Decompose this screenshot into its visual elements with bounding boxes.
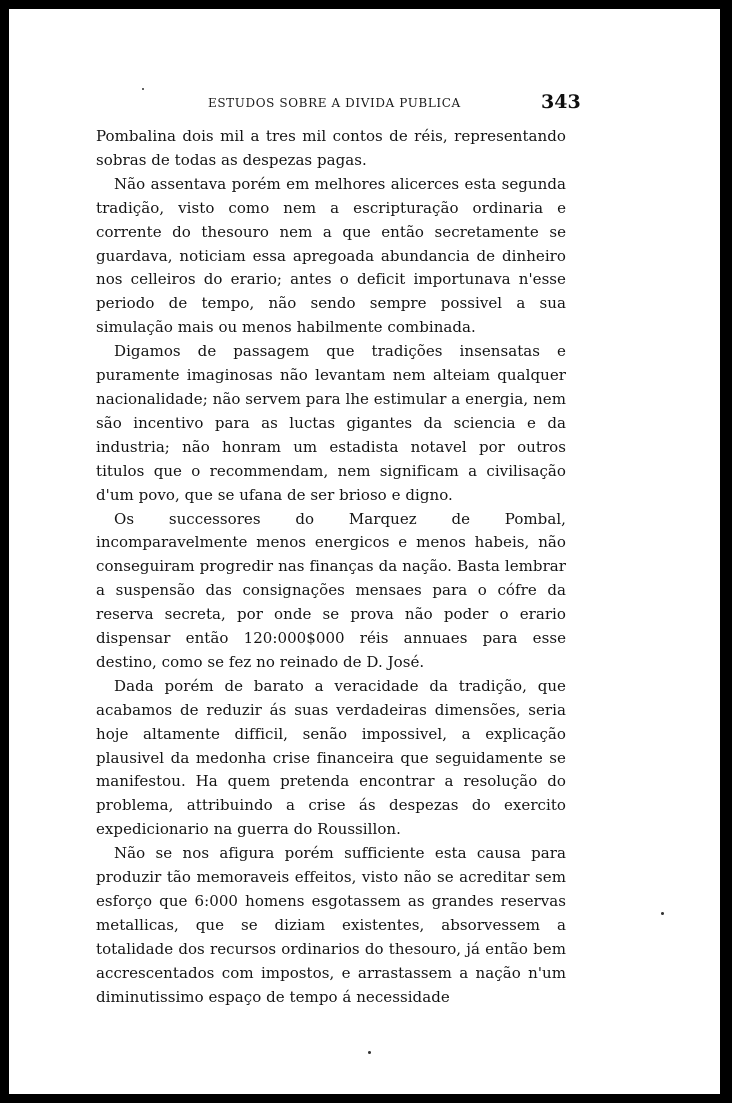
paragraph-2: Não assentava porém em melhores alicerces esta segunda tradição, visto como nem a escripturação ordinaria e corrente do thesouro nem a que então secretamente se guardava, noticiam essa apregoada abundancia de dinheiro nos celleiros do erario; antes o deficit importunava n'esse periodo de tempo, não sendo sempre possivel a sua simulação mais ou menos habilmente combinada. xyxy=(96,174,566,337)
scan-speck-right xyxy=(661,912,664,915)
page-number: 343 xyxy=(541,91,581,113)
running-title: ESTUDOS SOBRE A DIVIDA PUBLICA xyxy=(208,96,461,110)
paragraph-6: Não se nos afigura porém sufficiente esta causa para produzir tão memoraveis effeitos, visto não se acreditar sem esforço que 6:000 homens esgotassem as grandes reservas metallicas, que se diziam existentes, absorvessem a totalidade dos recursos ordinarios do thesouro, já então bem accrescentados com impostos, e arrastassem a nação n'um diminutissimo espaço de tempo á necessidade xyxy=(96,844,566,1006)
scan-speck-top xyxy=(142,88,144,90)
running-head xyxy=(9,91,720,119)
paragraph-5: Dada porém de barato a veracidade da tradição, que acabamos de reduzir ás suas verdadeiras dimensões, seria hoje altamente difficil, senão impossivel, a explicação plausivel da medonha crise financeira que seguidamente se manifestou. Ha quem pretenda encontrar a resolução do problema, attribuindo a crise ás despezas do exercito expedicionario na guerra do Roussillon. xyxy=(96,676,566,839)
body-text xyxy=(96,125,566,1010)
paragraph-4: Os successores do Marquez de Pombal, incomparavelmente menos energicos e menos habeis, não conseguiram progredir nas finanças da nação. Basta lembrar a suspensão das consignações mensaes para o cófre da reserva secreta, por onde se prova não poder o erario dispensar então 120:000$000 réis annuaes para esse destino, como se fez no reinado de D. José. xyxy=(96,509,566,671)
paragraph-3: Digamos de passagem que tradições insensatas e puramente imaginosas não levantam nem alteiam qualquer nacionalidade; não servem para lhe estimular a energia, nem são incentivo para as luctas gigantes da sciencia e da industria; não honram um estadista notavel por outros titulos que o recommendam, nem significam a civilisação d'um povo, que se ufana de ser brioso e digno. xyxy=(96,342,566,504)
scan-speck-bottom xyxy=(368,1051,371,1054)
paragraph-1: Pombalina dois mil a tres mil contos de réis, representando sobras de todas as despezas pagas. xyxy=(96,127,566,169)
scanned-page xyxy=(9,9,720,1094)
